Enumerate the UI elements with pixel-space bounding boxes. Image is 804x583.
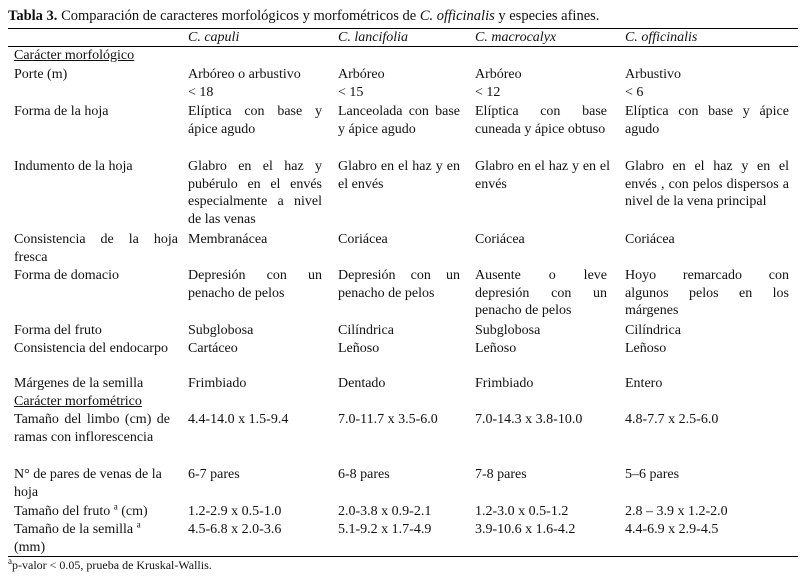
cell-tam-fruto-lancifolia: 2.0-3.8 x 0.9-2.1 <box>338 504 432 519</box>
cell-endocarpo-capuli: Cartáceo <box>188 341 238 356</box>
cell-venas-capuli: 6-7 pares <box>188 467 240 482</box>
cell-limbo-capuli: 4.4-14.0 x 1.5-9.4 <box>188 412 289 427</box>
cell-limbo-officinalis: 4.8-7.7 x 2.5-6.0 <box>625 412 719 427</box>
section-heading-morphological: Carácter morfológico <box>14 48 135 63</box>
cell-semilla-macrocalyx: Frimbiado <box>475 376 534 391</box>
cell-forma-hoja-officinalis: Elíptica con base y ápice agudo <box>625 104 789 137</box>
cell-venas-officinalis: 5–6 pares <box>625 467 680 482</box>
cell-indumento-lancifolia: Glabro en el haz y en el envés <box>338 159 460 192</box>
cell-tam-fruto-capuli: 1.2-2.9 x 0.5-1.0 <box>188 504 282 519</box>
column-header-lancifolia: C. lancifolia <box>338 30 408 45</box>
row-label-tam-semilla: Tamaño de la semilla $^a$ (mm) <box>14 519 141 555</box>
cell-consistencia-hoja-capuli: Membranácea <box>188 232 268 247</box>
cell-fruto-officinalis: Cilíndrica <box>625 323 681 338</box>
cell-domacio-capuli: Depresión con un penacho de pelos <box>188 268 322 301</box>
cell-forma-hoja-macrocalyx: Elíptica con base cuneada y ápice obtuso <box>475 104 607 137</box>
cell-fruto-lancifolia: Cilíndrica <box>338 323 394 338</box>
cell-endocarpo-officinalis: Leñoso <box>625 341 667 356</box>
cell-indumento-officinalis: Glabro en el haz y en el envés , con pelos dispersos a nivel de la vena principal <box>625 159 789 209</box>
cell-porte-capuli: Arbóreo o arbustivo < 18 <box>188 67 301 100</box>
cell-semilla-officinalis: Entero <box>625 376 663 391</box>
cell-domacio-officinalis: Hoyo remarcado con algunos pelos en los márgenes <box>625 268 789 318</box>
cell-semilla-lancifolia: Dentado <box>338 376 386 391</box>
row-label-fruto: Forma del fruto <box>14 323 102 338</box>
cell-indumento-macrocalyx: Glabro en el haz y en el envés <box>475 159 610 192</box>
cell-endocarpo-lancifolia: Leñoso <box>338 341 380 356</box>
cell-tam-semilla-lancifolia: 5.1-9.2 x 1.7-4.9 <box>338 522 432 537</box>
cell-semilla-capuli: Frimbiado <box>188 376 247 391</box>
caption-species: C. officinalis <box>419 8 495 24</box>
cell-consistencia-hoja-officinalis: Coriácea <box>625 232 675 247</box>
row-label-venas: N° de pares de venas de la hoja <box>14 467 162 500</box>
cell-tam-fruto-macrocalyx: 1.2-3.0 x 0.5-1.2 <box>475 504 569 519</box>
caption-text: Comparación de caracteres morfológicos y morfométricos de <box>61 8 417 24</box>
cell-tam-fruto-officinalis: 2.8 – 3.9 x 1.2-2.0 <box>625 504 728 519</box>
table-footnote: $^a$p-valor < 0.05, prueba de Kruskal-Wallis. <box>8 556 212 572</box>
row-label-limbo: Tamaño del limbo (cm) de ramas con inflorescencia <box>14 412 170 445</box>
row-label-tam-fruto: Tamaño del fruto $^a$ (cm) <box>14 501 148 519</box>
column-header-macrocalyx: C. macrocalyx <box>475 30 557 45</box>
cell-endocarpo-macrocalyx: Leñoso <box>475 341 517 356</box>
cell-porte-officinalis: Arbustivo < 6 <box>625 67 681 100</box>
cell-tam-semilla-capuli: 4.5-6.8 x 2.0-3.6 <box>188 522 282 537</box>
cell-venas-macrocalyx: 7-8 pares <box>475 467 527 482</box>
cell-venas-lancifolia: 6-8 pares <box>338 467 390 482</box>
cell-forma-hoja-lancifolia: Lanceolada con base y ápice agudo <box>338 104 460 137</box>
cell-consistencia-hoja-lancifolia: Coriácea <box>338 232 388 247</box>
section-heading-morphometric: Carácter morfométrico <box>14 394 142 409</box>
cell-consistencia-hoja-macrocalyx: Coriácea <box>475 232 525 247</box>
row-label-porte: Porte (m) <box>14 67 68 82</box>
cell-fruto-macrocalyx: Subglobosa <box>475 323 541 338</box>
row-label-domacio: Forma de domacio <box>14 268 119 283</box>
table-bottom-rule <box>8 556 798 557</box>
cell-tam-semilla-officinalis: 4.4-6.9 x 2.9-4.5 <box>625 522 719 537</box>
cell-domacio-macrocalyx: Ausente o leve depresión con un penacho de pelos <box>475 268 607 318</box>
cell-limbo-lancifolia: 7.0-11.7 x 3.5-6.0 <box>338 412 438 427</box>
cell-fruto-capuli: Subglobosa <box>188 323 254 338</box>
cell-porte-macrocalyx: Arbóreo < 12 <box>475 67 522 100</box>
row-label-forma-hoja: Forma de la hoja <box>14 104 109 119</box>
cell-limbo-macrocalyx: 7.0-14.3 x 3.8-10.0 <box>475 412 583 427</box>
cell-porte-lancifolia: Arbóreo < 15 <box>338 67 385 100</box>
row-label-consistencia-hoja: Consistencia de la hoja fresca <box>14 232 178 265</box>
cell-forma-hoja-capuli: Elíptica con base y ápice agudo <box>188 104 322 137</box>
row-label-endocarpo: Consistencia del endocarpo <box>14 341 168 356</box>
cell-indumento-capuli: Glabro en el haz y pubérulo en el envés especialmente a nivel de las venas <box>188 159 322 227</box>
row-label-indumento: Indumento de la hoja <box>14 159 133 174</box>
table-caption <box>8 7 798 25</box>
row-label-semilla: Márgenes de la semilla <box>14 376 144 391</box>
cell-tam-semilla-macrocalyx: 3.9-10.6 x 1.6-4.2 <box>475 522 576 537</box>
cell-domacio-lancifolia: Depresión con un penacho de pelos <box>338 268 460 301</box>
caption-text-end: y especies afines. <box>498 8 600 24</box>
column-header-officinalis: C. officinalis <box>625 30 698 45</box>
caption-label: Tabla 3. <box>8 8 58 24</box>
column-header-capuli: C. capuli <box>188 30 240 45</box>
